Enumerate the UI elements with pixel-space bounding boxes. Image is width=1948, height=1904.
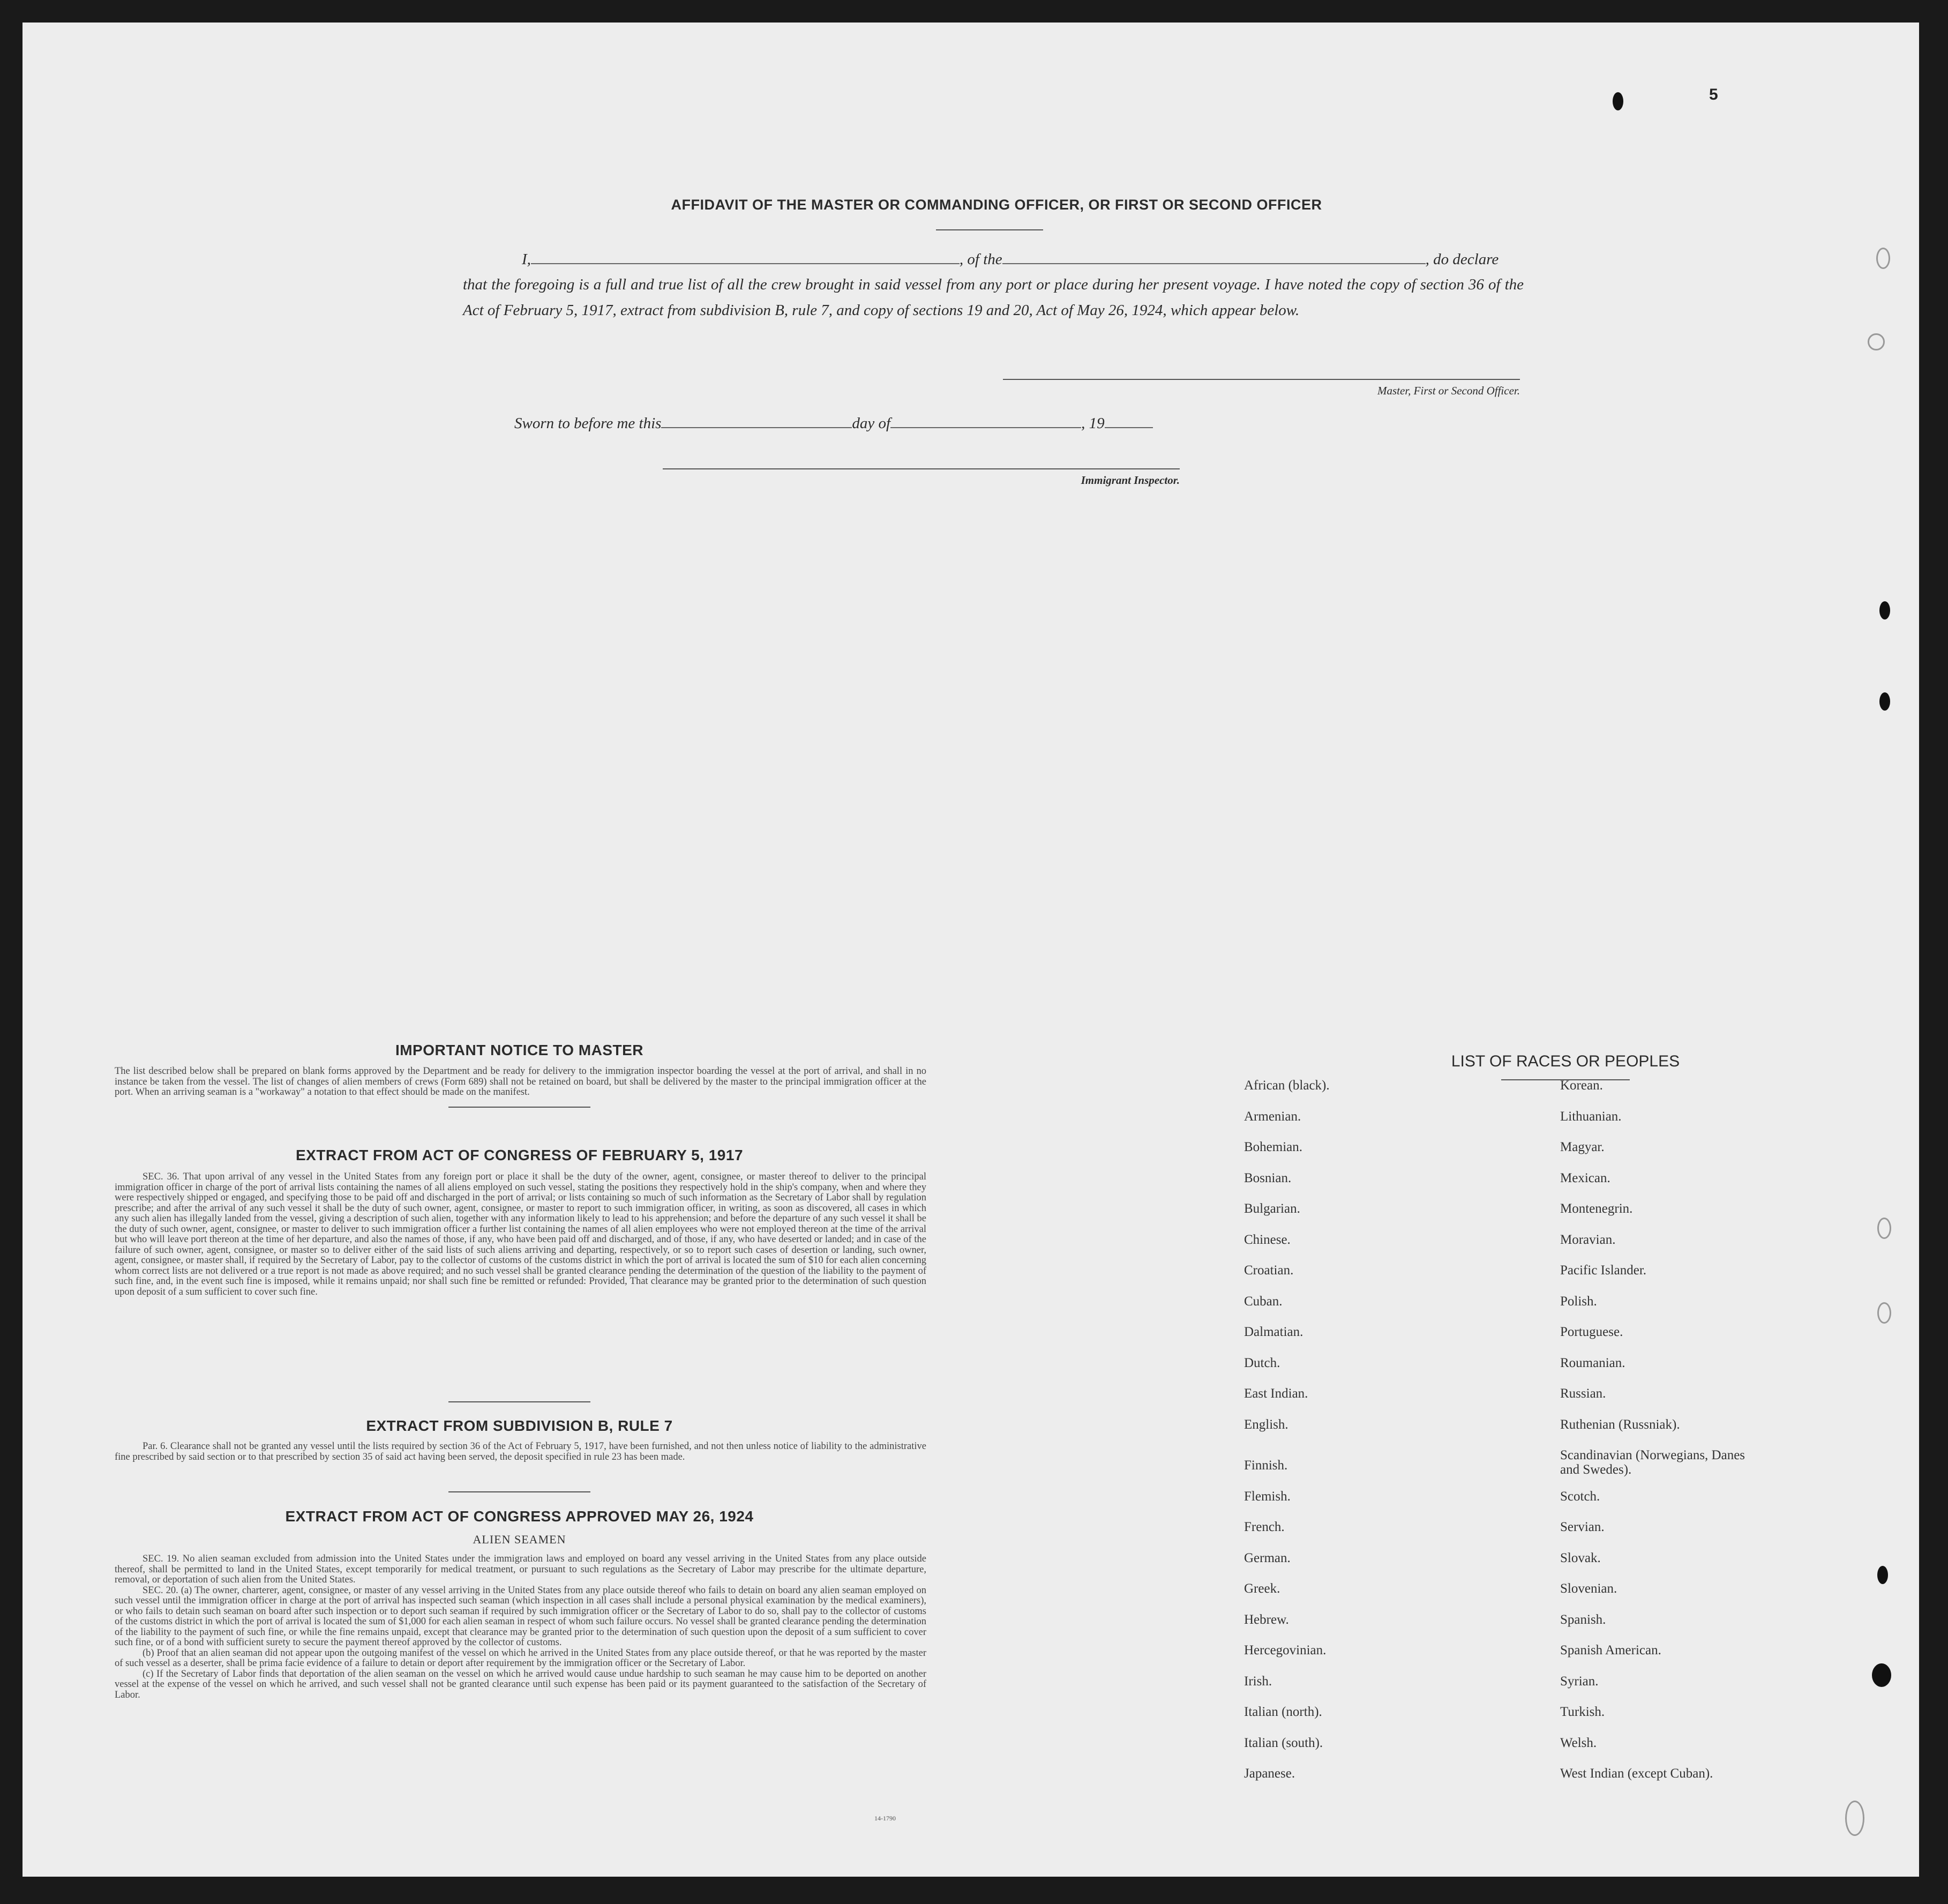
inspector-label: Immigrant Inspector. bbox=[1081, 474, 1180, 487]
race-item: Welsh. bbox=[1560, 1735, 1597, 1750]
section-20a: SEC. 20. (a) The owner, charterer, agent, consignee, or master of any vessel arriving in the United States from any place outside thereof who fails to detain on board any alien seaman employed on such vessel until the immigration officer in charge at the port of arrival has inspected such seaman (which inspection in all cases shall include a personal physical examination by the medical examiners), or who fails to detain such seaman on board after such inspection or to deport such seaman if required by such immigration officer or the Secretary of Labor to do so, shall pay to the collector of customs of the customs district in which the port of arrival is located the sum of $1,000 for each alien seaman in respect of whom such failure occurs. No vessel shall be granted clearance pending the determination of the liability to the payment of such fine, or while the fine remains unpaid, except that clearance may be granted prior to the determination of such question upon the deposit of a sum sufficient to cover such fine, or of a bond with sufficient surety to secure the payment thereof approved by the collector of customs. bbox=[115, 1585, 926, 1648]
race-item: Turkish. bbox=[1560, 1705, 1605, 1719]
race-item: Bohemian. bbox=[1244, 1140, 1303, 1154]
affidavit-paragraph: that the foregoing is a full and true list of all the crew brought in said vessel from any port or place during her present voyage. I have noted the copy of section 36 of the Act of February 5, 1917, extract from subdivision B, rule 7, and copy of sections 19 and 20, Act of May 26, 1924, which appear below. bbox=[463, 276, 1524, 319]
race-item: Syrian. bbox=[1560, 1674, 1599, 1689]
sworn-line bbox=[514, 410, 1153, 436]
section-20b: (b) Proof that an alien seaman did not appear upon the outgoing manifest of the vessel on which he arrived in the United States from any place outside thereof, or that he was reported by the master of such vessel as a deserter, shall be prima facie evidence of a failure to detain or deport after requirement by the immigration officer or the Secretary of Labor. bbox=[115, 1647, 926, 1669]
year-prefix-text: , 19 bbox=[1081, 415, 1105, 432]
race-item: Croatian. bbox=[1244, 1263, 1294, 1278]
master-signature-line[interactable] bbox=[1003, 379, 1520, 380]
race-item: Pacific Islander. bbox=[1560, 1263, 1647, 1278]
race-item: Armenian. bbox=[1244, 1109, 1301, 1124]
race-item: Spanish. bbox=[1560, 1612, 1606, 1627]
notice-divider bbox=[448, 1107, 590, 1108]
extract-1917-title: EXTRACT FROM ACT OF CONGRESS OF FEBRUARY 5, 1917 bbox=[295, 1147, 744, 1163]
extract-1924-title: EXTRACT FROM ACT OF CONGRESS APPROVED MAY 26, 1924 bbox=[285, 1508, 754, 1525]
extract-1917-divider bbox=[448, 1401, 590, 1402]
race-item: Scandinavian (Norwegians, Danes and Swedes). bbox=[1560, 1448, 1745, 1477]
day-of-text: day of bbox=[852, 415, 891, 432]
notice-body: The list described below shall be prepared on blank forms approved by the Department and be ready for delivery to the immigration inspector boarding the vessel at the port of arrival, and shall in no instance be taken from the vessel. The list of changes of alien members of crews (Form 689) shall not be retained on board, but shall be delivered by the master to the principal immigration officer at the port. When an arriving seaman is a "workaway" a notation to that effect should be made on the manifest. bbox=[115, 1066, 926, 1097]
race-item: Montenegrin. bbox=[1560, 1201, 1633, 1216]
section-20c: (c) If the Secretary of Labor finds that deportation of the alien seaman on the vessel on which he arrived would cause undue hardship to such seaman he may cause him to be deported on another vessel at the expense of the vessel on which he arrived, and such vessel shall not be granted clearance until such expense has been paid or its payment guaranteed to the satisfaction of the Secretary of Labor. bbox=[115, 1668, 926, 1700]
race-item: Ruthenian (Russniak). bbox=[1560, 1417, 1680, 1432]
race-item: Korean. bbox=[1560, 1078, 1603, 1093]
alien-seamen-subtitle: ALIEN SEAMEN bbox=[473, 1533, 566, 1546]
punch-hole-mark bbox=[1877, 1566, 1888, 1584]
sworn-year-blank[interactable] bbox=[1105, 427, 1153, 428]
sworn-text: Sworn to before me this bbox=[514, 415, 662, 432]
punch-hole-mark bbox=[1845, 1801, 1864, 1836]
race-item: Russian. bbox=[1560, 1386, 1606, 1401]
race-item: Italian (south). bbox=[1244, 1735, 1323, 1750]
rule7-divider bbox=[448, 1491, 590, 1492]
inspector-signature-line[interactable] bbox=[663, 468, 1180, 469]
punch-hole-mark bbox=[1876, 248, 1890, 269]
race-item: Roumanian. bbox=[1560, 1355, 1625, 1370]
punch-hole-mark bbox=[1877, 1302, 1891, 1324]
master-label: Master, First or Second Officer. bbox=[1377, 384, 1520, 397]
race-item: Magyar. bbox=[1560, 1140, 1605, 1154]
section-19: SEC. 19. No alien seaman excluded from admission into the United States under the immigration laws and employed on board any vessel arriving in the United States from any place outside thereof, shall be permitted to land in the United States, except temporarily for medical treatment, or pursuant to such regulations as the Secretary of Labor may prescribe for the ultimate departure, removal, or deportation of such alien from the United States. bbox=[115, 1554, 926, 1585]
rule7-body: Par. 6. Clearance shall not be granted any vessel until the lists required by section 36 of the Act of February 5, 1917, have been furnished, and not then unless notice of liability to the administrative fine prescribed by said section or to that prescribed by section 35 of said act having been served, the deposit specified in rule 23 has been made. bbox=[115, 1441, 926, 1462]
punch-hole-mark bbox=[1877, 1218, 1891, 1239]
race-item: Flemish. bbox=[1244, 1489, 1291, 1504]
affidavit-title: AFFIDAVIT OF THE MASTER OR COMMANDING OFFICER, OR FIRST OR SECOND OFFICER bbox=[671, 197, 1322, 213]
punch-hole-mark bbox=[1868, 333, 1885, 350]
race-item: Hebrew. bbox=[1244, 1612, 1289, 1627]
declaration-i-text: I, bbox=[522, 251, 531, 268]
notice-title: IMPORTANT NOTICE TO MASTER bbox=[395, 1042, 644, 1058]
race-item: Dutch. bbox=[1244, 1355, 1280, 1370]
race-item: Chinese. bbox=[1244, 1232, 1291, 1247]
race-item: Slovenian. bbox=[1560, 1581, 1617, 1596]
race-item: West Indian (except Cuban). bbox=[1560, 1766, 1713, 1781]
punch-hole-mark bbox=[1613, 92, 1623, 110]
races-title: LIST OF RACES OR PEOPLES bbox=[1451, 1052, 1680, 1070]
vessel-blank-line[interactable] bbox=[1002, 263, 1426, 264]
race-item: Lithuanian. bbox=[1560, 1109, 1622, 1124]
race-item: Servian. bbox=[1560, 1520, 1605, 1534]
punch-hole-mark bbox=[1872, 1663, 1891, 1687]
race-item: Bulgarian. bbox=[1244, 1201, 1300, 1216]
declaration-declare-text: , do declare bbox=[1425, 251, 1499, 268]
race-item: Bosnian. bbox=[1244, 1170, 1292, 1185]
corner-mark: 5 bbox=[1709, 86, 1718, 103]
punch-hole-mark bbox=[1879, 601, 1890, 619]
form-number: 14-1790 bbox=[874, 1815, 896, 1822]
race-item: Mexican. bbox=[1560, 1170, 1610, 1185]
race-item: Finnish. bbox=[1244, 1458, 1288, 1473]
race-item: Greek. bbox=[1244, 1581, 1280, 1596]
punch-hole-mark bbox=[1879, 692, 1890, 711]
extract-1924-body bbox=[115, 1554, 926, 1700]
race-item: Moravian. bbox=[1560, 1232, 1616, 1247]
race-item: Portuguese. bbox=[1560, 1325, 1623, 1339]
race-item: Japanese. bbox=[1244, 1766, 1295, 1781]
rule7-title: EXTRACT FROM SUBDIVISION B, RULE 7 bbox=[366, 1417, 673, 1434]
race-item: Cuban. bbox=[1244, 1294, 1283, 1309]
race-item: Scotch. bbox=[1560, 1489, 1600, 1504]
race-item: Irish. bbox=[1244, 1674, 1272, 1689]
title-divider bbox=[936, 229, 1043, 230]
declaration-of-the-text: , of the bbox=[959, 251, 1002, 268]
name-blank-line[interactable] bbox=[531, 263, 960, 264]
affidavit-declaration-line bbox=[522, 247, 1499, 272]
race-item: Slovak. bbox=[1560, 1550, 1601, 1565]
race-item: Hercegovinian. bbox=[1244, 1643, 1327, 1657]
race-item: Dalmatian. bbox=[1244, 1325, 1303, 1339]
race-item: Polish. bbox=[1560, 1294, 1597, 1309]
sworn-day-blank[interactable] bbox=[661, 427, 852, 428]
extract-1917-body: SEC. 36. That upon arrival of any vessel in the United States from any foreign port or place it shall be the duty of the owner, agent, consignee, or master thereof to deliver to the principal immigration officer in charge of the port of arrival lists containing the names of all aliens employed on such vessel, stating the positions they respectively hold in the ship's company, when and where they were respectively shipped or engaged, and specifying those to be paid off and discharged in the port of arrival; or lists containing so much of such information as the Secretary of Labor shall by regulation prescribe; and after the arrival of any such vessel it shall be the duty of such owner, agent, consignee, or master to report to such immigration officer, in writing, as soon as discovered, all cases in which any such alien has illegally landed from the vessel, giving a description of such alien, together with any information likely to lead to his apprehension; and before the departure of any such vessel it shall be the duty of such owner, agent, consignee, or master to deliver to such immigration officer a further list containing the names of all alien employees who were not employed thereon at the time of the arrival but who will leave port thereon at the time of her departure, and also the names of those, if any, who have been paid off and discharged, and of those, if any, who have deserted or landed; and in case of the failure of such owner, agent, consignee, or master so to deliver either of the said lists of such aliens arriving and departing, respectively, or so to report such cases of desertion or landing, such owner, agent, consignee, or master shall, if required by the Secretary of Labor, pay to the collector of customs of the customs district in which the port of arrival is located the sum of $10 for each alien concerning whom correct lists are not delivered or a true report is not made as above required; and no such vessel shall be granted clearance pending the determination of the question of the liability to the payment of such fine, and, in the event such fine is imposed, while it remains unpaid; nor shall such fine be remitted or refunded: Provided, That clearance may be granted prior to the determination of such question upon deposit of a sum sufficient to cover such fine. bbox=[115, 1171, 926, 1297]
race-item: East Indian. bbox=[1244, 1386, 1308, 1401]
race-item: Spanish American. bbox=[1560, 1643, 1661, 1657]
race-item: French. bbox=[1244, 1520, 1285, 1534]
race-item: English. bbox=[1244, 1417, 1288, 1432]
race-item: African (black). bbox=[1244, 1078, 1330, 1093]
race-item: Italian (north). bbox=[1244, 1705, 1322, 1719]
document-page bbox=[23, 23, 1919, 1877]
sworn-month-blank[interactable] bbox=[890, 427, 1081, 428]
race-item: German. bbox=[1244, 1550, 1291, 1565]
